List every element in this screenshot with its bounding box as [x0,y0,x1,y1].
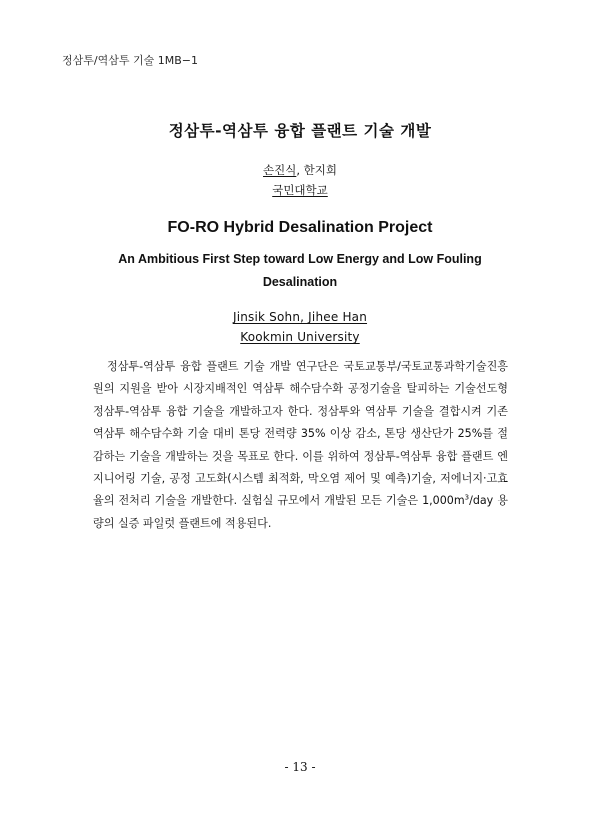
english-title: FO-RO Hybrid Desalination Project [167,219,433,236]
cubic-superscript: 3 [464,493,470,502]
korean-authors [0,162,600,178]
korean-affiliation-text: 국민대학교 [272,183,328,197]
korean-title: 정삼투-역삼투 융합 플랜트 기술 개발 [168,122,432,140]
korean-author-1: 손진식 [263,163,297,177]
page-number: - 13 - [284,760,316,774]
english-subtitle: An Ambitious First Step toward Low Energy and Low Fouling Desalination [118,252,482,289]
english-affiliation-text: Kookmin University [240,330,360,344]
korean-author-2: 한지희 [303,163,337,177]
english-authors [0,310,600,324]
abstract-text-main: 정삼투-역삼투 융합 플랜트 기술 개발 연구단은 국토교통부/국토교통과학기술진흥원의 지원을 받아 시장지배적인 역삼투 해수담수화 공정기술을 탈피하는 기술선도형 정삼투-역삼투 융합 기술을 개발하고자 한다. 정삼투와 역삼투 기술을 결합시켜 기존 역삼투 해수담수화 기술 대비 톤당 전력량 35% 이상 감소, 톤당 생산단가 25%를 절감하는 기술을 개발하는 것을 목표로 한다. 이를 위하여 정삼투-역삼투 융합 플랜트 엔지니어링 기술, 공정 고도화(시스템 최적화, 막오염 제어 및 예측)기술, 저에너지·고효율의 전처리 기술을 개발한다. 실험실 규모에서 개발된 모든 기술은 1,000m [93,360,508,508]
korean-author-separator: , [296,163,304,177]
abstract-paragraph [93,356,508,535]
korean-affiliation [0,182,600,198]
abstract-text-end: /day 용량의 실증 파일럿 플랜트에 적용된다. [93,494,508,530]
english-affiliation [0,330,600,344]
english-authors-text: Jinsik Sohn, Jihee Han [232,310,368,324]
running-head: 정삼투/역삼투 기술 1MB−1 [62,54,198,67]
